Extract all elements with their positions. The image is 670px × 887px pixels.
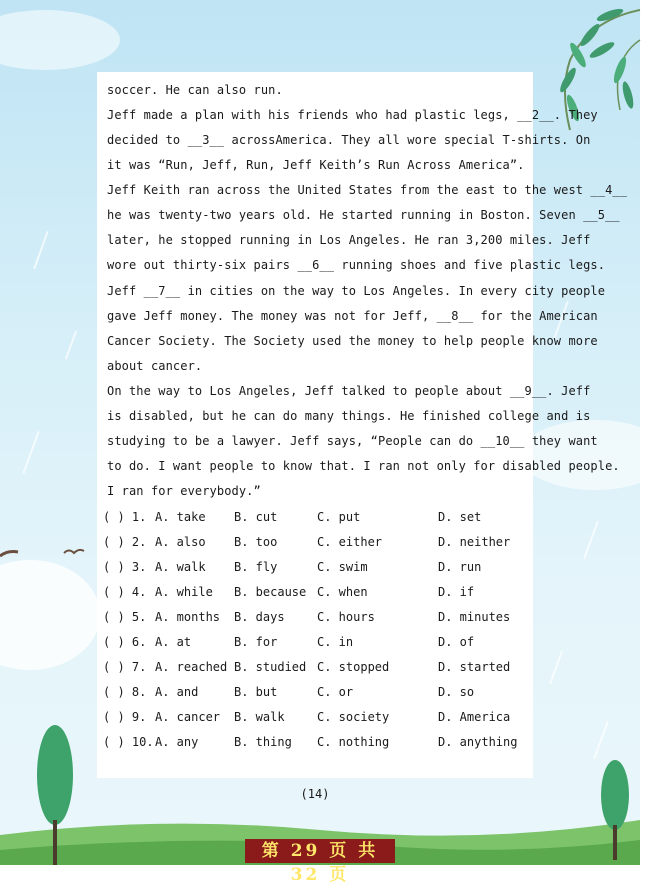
passage-line: studying to be a lawyer. Jeff says, “People can do __10__ they want [107,434,598,448]
page-counter-footer: 第 29 页 共 32 页 [245,839,395,863]
option-b: B. studied [234,660,307,674]
question-number: ( ) 7. [103,660,147,674]
option-a: A. cancer [155,710,221,724]
option-c: C. hours [317,610,375,624]
option-b: B. walk [234,710,285,724]
page-number: (14) [300,787,330,801]
option-c: C. or [317,685,354,699]
option-d: D. started [438,660,511,674]
option-b: B. for [234,635,278,649]
option-a: A. take [155,510,206,524]
bird-icon [64,548,84,558]
passage-line: Jeff __7__ in cities on the way to Los Angeles. In every city people [107,284,606,298]
passage-line: gave Jeff money. The money was not for Jeff, __8__ for the American [107,309,598,323]
option-a: A. at [155,635,192,649]
passage-line: On the way to Los Angeles, Jeff talked to people about __9__. Jeff [107,384,591,398]
question-number: ( ) 1. [103,510,147,524]
question-number: ( ) 9. [103,710,147,724]
question-number: ( ) 3. [103,560,147,574]
option-c: C. either [317,535,383,549]
passage-line: Jeff made a plan with his friends who had plastic legs, __2__. They [107,108,598,122]
option-b: B. thing [234,735,292,749]
option-c: C. in [317,635,354,649]
option-b: B. fly [234,560,278,574]
cloud-decoration [520,420,670,490]
option-c: C. when [317,585,368,599]
passage-line: I ran for everybody.” [107,484,261,498]
passage-line: Jeff Keith ran across the United States from the east to the west __4__ [107,183,628,197]
option-a: A. any [155,735,199,749]
option-c: C. society [317,710,390,724]
question-number: ( ) 4. [103,585,147,599]
option-a: A. walk [155,560,206,574]
option-d: D. if [438,585,475,599]
passage-line: wore out thirty-six pairs __6__ running shoes and five plastic legs. [107,258,606,272]
option-b: B. cut [234,510,278,524]
passage-line: decided to __3__ acrossAmerica. They all wore special T-shirts. On [107,133,591,147]
passage-line: he was twenty-two years old. He started running in Boston. Seven __5__ [107,208,620,222]
option-b: B. days [234,610,285,624]
option-d: D. so [438,685,475,699]
question-number: ( ) 2. [103,535,147,549]
passage-line: about cancer. [107,359,203,373]
tree-illustration [595,760,635,860]
option-c: C. stopped [317,660,390,674]
option-d: D. minutes [438,610,511,624]
option-d: D. neither [438,535,511,549]
option-d: D. anything [438,735,518,749]
option-d: D. America [438,710,511,724]
option-b: B. because [234,585,307,599]
question-number: ( ) 8. [103,685,147,699]
option-a: A. and [155,685,199,699]
question-number: ( ) 10. [103,735,154,749]
tree-illustration [30,725,80,865]
option-a: A. also [155,535,206,549]
passage-line: later, he stopped running in Los Angeles. He ran 3,200 miles. Jeff [107,233,591,247]
option-c: C. nothing [317,735,390,749]
question-number: ( ) 5. [103,610,147,624]
passage-line: is disabled, but he can do many things. He finished college and is [107,409,591,423]
option-b: B. but [234,685,278,699]
bird-icon [0,548,20,558]
option-a: A. reached [155,660,228,674]
option-c: C. swim [317,560,368,574]
option-d: D. run [438,560,482,574]
option-d: D. of [438,635,475,649]
passage-line: to do. I want people to know that. I ran not only for disabled people. [107,459,620,473]
question-number: ( ) 6. [103,635,147,649]
option-d: D. set [438,510,482,524]
option-a: A. while [155,585,213,599]
passage-line: it was “Run, Jeff, Run, Jeff Keith’s Run Across America”. [107,158,525,172]
passage-line: soccer. He can also run. [107,83,283,97]
option-b: B. too [234,535,278,549]
option-c: C. put [317,510,361,524]
worksheet-page [97,72,628,801]
passage-line: Cancer Society. The Society used the money to help people know more [107,334,598,348]
option-a: A. months [155,610,221,624]
